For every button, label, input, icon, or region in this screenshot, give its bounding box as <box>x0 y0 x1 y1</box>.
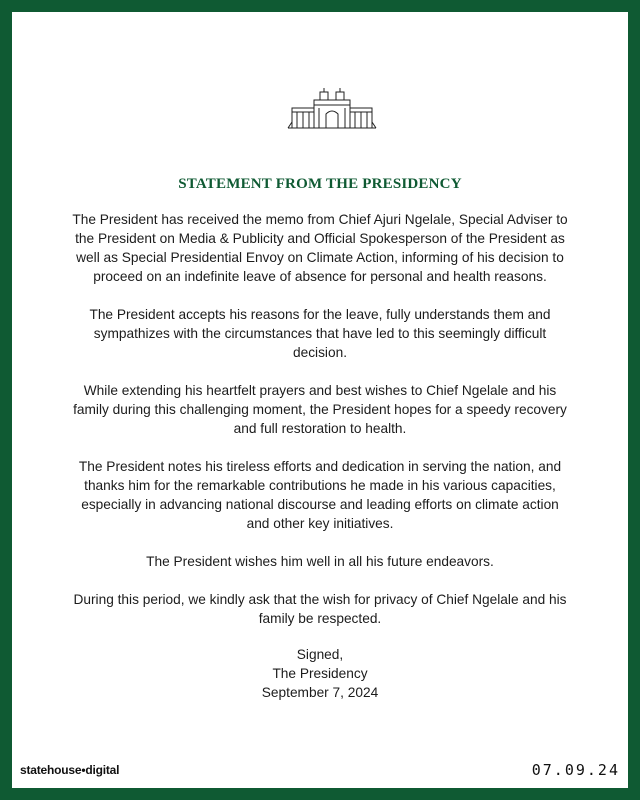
paragraph: The President accepts his reasons for the leave, fully understands them and sympathizes with the circumstances that have led to this seemingly difficult decision. <box>89 307 551 360</box>
statehouse-building-icon <box>286 86 378 132</box>
statement-title: STATEMENT FROM THE PRESIDENCY <box>178 176 462 192</box>
signature-date: September 7, 2024 <box>261 685 379 700</box>
paragraph: While extending his heartfelt prayers and best wishes to Chief Ngelale and his family during this challenging moment, the President hopes for a speedy recovery and full restoration to health. <box>73 383 567 436</box>
statement-body <box>72 210 568 702</box>
signature-signed: Signed, <box>296 647 344 662</box>
paragraph: During this period, we kindly ask that the wish for privacy of Chief Ngelale and his family be respected. <box>73 592 567 626</box>
signature-block <box>72 645 568 702</box>
paragraph: The President notes his tireless efforts and dedication in serving the nation, and thanks him for the remarkable contributions he made in his various capacities, especially in advancing national discourse and leading efforts on climate action and other key initiatives. <box>78 459 562 531</box>
footer-date: 07.09.24 <box>531 761 620 779</box>
paragraph: The President has received the memo from Chief Ajuri Ngelale, Special Adviser to the President on Media & Publicity and Official Spokesperson of the President as well as Special Presidential Envoy on Climate Action, informing of his decision to proceed on an indefinite leave of absence for personal and health reasons. <box>72 212 568 284</box>
signature-by: The Presidency <box>272 666 368 681</box>
paragraph: The President wishes him well in all his future endeavors. <box>146 554 494 569</box>
footer-brand: statehouse•digital <box>20 763 120 777</box>
document-page <box>12 12 628 788</box>
